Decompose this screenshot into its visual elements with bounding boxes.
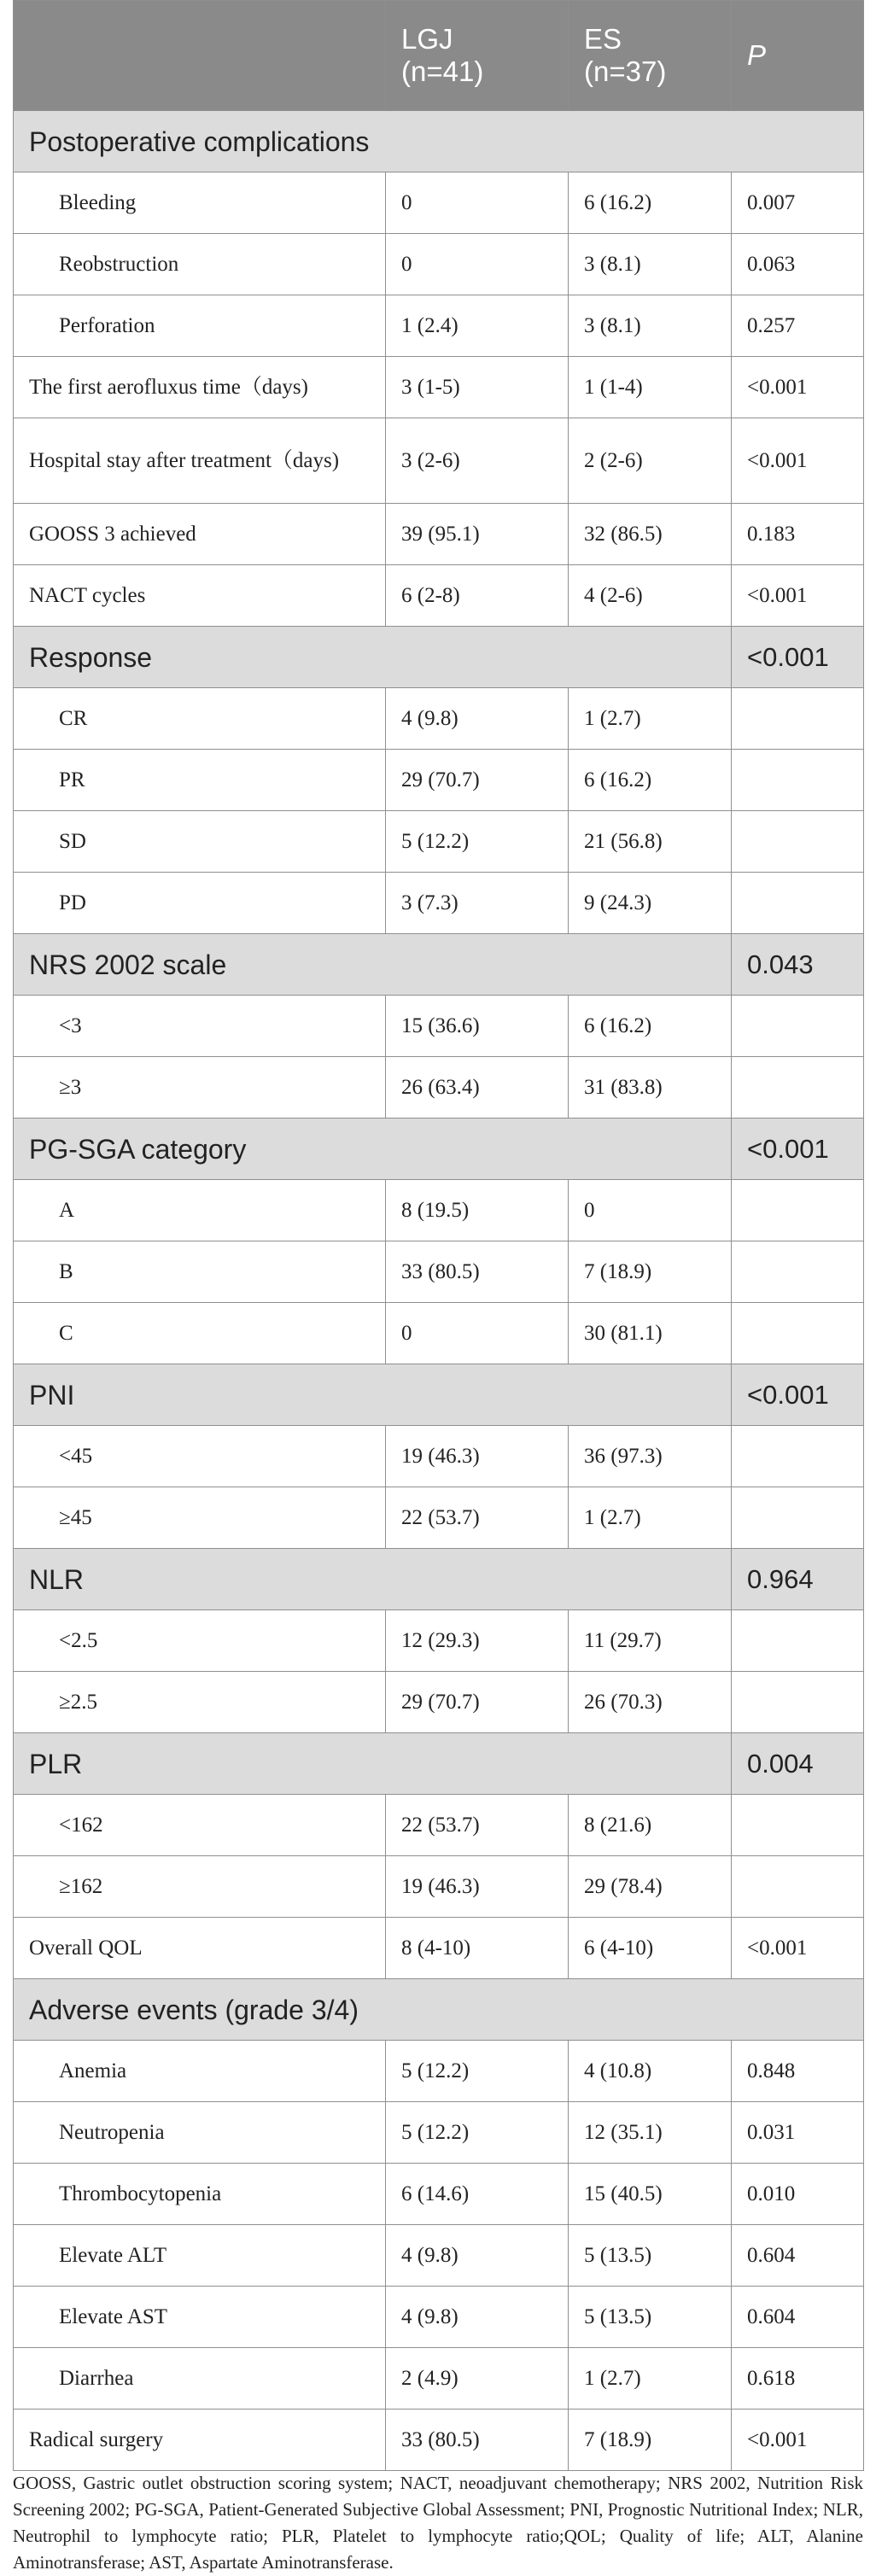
table-row [14,1918,864,1979]
es-value: 3 (8.1) [569,234,732,295]
row-label: NLR [14,1549,732,1610]
p-value [732,688,864,750]
table-row [14,1426,864,1487]
es-value: 21 (56.8) [569,811,732,873]
row-label: PG-SGA category [14,1119,732,1180]
table-row [14,2287,864,2348]
row-label: NRS 2002 scale [14,934,732,996]
table-row [14,418,864,504]
lgj-value: 29 (70.7) [386,1672,569,1733]
lgj-value: 22 (53.7) [386,1795,569,1856]
row-label: <45 [14,1426,386,1487]
lgj-value: 4 (9.8) [386,2287,569,2348]
p-value [732,1856,864,1918]
header-lgj: LGJ (n=41) [386,1,569,111]
es-value: 6 (16.2) [569,172,732,234]
es-value: 2 (2-6) [569,418,732,504]
es-value: 6 (4-10) [569,1918,732,1979]
lgj-value: 6 (2-8) [386,565,569,627]
section-row [14,1979,864,2041]
lgj-value: 22 (53.7) [386,1487,569,1549]
row-label: Hospital stay after treatment（days) [14,418,386,504]
lgj-value: 19 (46.3) [386,1856,569,1918]
table-row [14,750,864,811]
row-label: PD [14,873,386,934]
row-label: Overall QOL [14,1918,386,1979]
p-value: 0.604 [732,2225,864,2287]
row-label: Elevate ALT [14,2225,386,2287]
table-row [14,996,864,1057]
p-value: 0.007 [732,172,864,234]
lgj-value: 12 (29.3) [386,1610,569,1672]
row-label: ≥162 [14,1856,386,1918]
es-value: 7 (18.9) [569,2410,732,2471]
table-container [13,0,863,2471]
lgj-value: 4 (9.8) [386,2225,569,2287]
section-row [14,627,864,688]
es-value: 5 (13.5) [569,2287,732,2348]
es-value: 36 (97.3) [569,1426,732,1487]
p-value [732,1303,864,1364]
lgj-value: 33 (80.5) [386,2410,569,2471]
p-value [732,996,864,1057]
table-row [14,172,864,234]
table-row [14,295,864,357]
p-value [732,1672,864,1733]
es-value: 32 (86.5) [569,504,732,565]
es-value: 11 (29.7) [569,1610,732,1672]
section-row [14,111,864,172]
lgj-value: 5 (12.2) [386,811,569,873]
lgj-value: 3 (2-6) [386,418,569,504]
lgj-value: 4 (9.8) [386,688,569,750]
row-label: Anemia [14,2041,386,2102]
lgj-value: 33 (80.5) [386,1241,569,1303]
row-label: PNI [14,1364,732,1426]
table-row [14,1610,864,1672]
row-label: Radical surgery [14,2410,386,2471]
p-value: 0.183 [732,504,864,565]
lgj-value: 8 (4-10) [386,1918,569,1979]
lgj-value: 2 (4.9) [386,2348,569,2410]
table-header-row [14,1,864,111]
p-value: <0.001 [732,357,864,418]
lgj-value: 0 [386,1303,569,1364]
p-value [732,1426,864,1487]
row-label: PR [14,750,386,811]
row-label: Bleeding [14,172,386,234]
es-value: 7 (18.9) [569,1241,732,1303]
p-value: 0.257 [732,295,864,357]
lgj-value: 5 (12.2) [386,2041,569,2102]
p-value: 0.004 [732,1733,864,1795]
p-value [732,750,864,811]
es-value: 6 (16.2) [569,996,732,1057]
p-value: 0.010 [732,2164,864,2225]
row-label: Diarrhea [14,2348,386,2410]
es-value: 4 (2-6) [569,565,732,627]
p-value: 0.964 [732,1549,864,1610]
p-value: 0.031 [732,2102,864,2164]
es-value: 8 (21.6) [569,1795,732,1856]
p-value: <0.001 [732,418,864,504]
table-row [14,504,864,565]
lgj-value: 0 [386,234,569,295]
section-row [14,1733,864,1795]
table-row [14,1487,864,1549]
lgj-value: 39 (95.1) [386,504,569,565]
row-label: Reobstruction [14,234,386,295]
es-value: 15 (40.5) [569,2164,732,2225]
row-label: <2.5 [14,1610,386,1672]
lgj-value: 26 (63.4) [386,1057,569,1119]
table-row [14,2164,864,2225]
row-label: Elevate AST [14,2287,386,2348]
lgj-value: 5 (12.2) [386,2102,569,2164]
header-p: P [732,1,864,111]
es-value: 29 (78.4) [569,1856,732,1918]
table-row [14,1672,864,1733]
table-row [14,2410,864,2471]
lgj-value: 1 (2.4) [386,295,569,357]
row-label: Neutropenia [14,2102,386,2164]
row-label: PLR [14,1733,732,1795]
table-row [14,357,864,418]
es-value: 3 (8.1) [569,295,732,357]
section-row [14,934,864,996]
row-label: SD [14,811,386,873]
p-value: 0.618 [732,2348,864,2410]
p-value [732,1241,864,1303]
table-row [14,1795,864,1856]
section-row [14,1364,864,1426]
row-label: <3 [14,996,386,1057]
table-footnote: GOOSS, Gastric outlet obstruction scoring system; NACT, neoadjuvant chemotherapy; NRS 2002, Nutrition Risk Screening 2002; PG-SGA, Patient-Generated Subjective Global Assessment; PNI, Prognostic Nutritional Index; NLR, Neutrophil to lymphocyte ratio; PLR, Platelet to lymphocyte ratio;QOL; Quality of life; ALT, Alanine Aminotransferase; AST, Aspartate Aminotransferase. [13,2473,863,2573]
table-row [14,2102,864,2164]
p-value: <0.001 [732,2410,864,2471]
es-value: 9 (24.3) [569,873,732,934]
es-value: 30 (81.1) [569,1303,732,1364]
es-value: 12 (35.1) [569,2102,732,2164]
table-body [14,111,864,2471]
p-value [732,1180,864,1241]
table-row [14,2225,864,2287]
p-value [732,873,864,934]
table-row [14,1241,864,1303]
row-label: Thrombocytopenia [14,2164,386,2225]
table-row [14,1856,864,1918]
p-value: <0.001 [732,627,864,688]
section-row [14,1549,864,1610]
p-value: <0.001 [732,1364,864,1426]
p-value: <0.001 [732,565,864,627]
p-value: <0.001 [732,1119,864,1180]
header-es: ES (n=37) [569,1,732,111]
row-label: Postoperative complications [14,111,864,172]
lgj-value: 19 (46.3) [386,1426,569,1487]
table-row [14,2041,864,2102]
table-row [14,1057,864,1119]
table-row [14,873,864,934]
lgj-value: 15 (36.6) [386,996,569,1057]
es-value: 1 (1-4) [569,357,732,418]
row-label: ≥2.5 [14,1672,386,1733]
row-label: Perforation [14,295,386,357]
lgj-value: 3 (7.3) [386,873,569,934]
lgj-value: 29 (70.7) [386,750,569,811]
results-table [13,0,864,2471]
p-value [732,1487,864,1549]
row-label: A [14,1180,386,1241]
es-value: 4 (10.8) [569,2041,732,2102]
table-row [14,565,864,627]
row-label: The first aerofluxus time（days) [14,357,386,418]
p-value [732,1610,864,1672]
es-value: 6 (16.2) [569,750,732,811]
table-row [14,234,864,295]
row-label: <162 [14,1795,386,1856]
p-value: <0.001 [732,1918,864,1979]
row-label: NACT cycles [14,565,386,627]
p-value: 0.848 [732,2041,864,2102]
lgj-value: 6 (14.6) [386,2164,569,2225]
table-row [14,811,864,873]
row-label: CR [14,688,386,750]
es-value: 0 [569,1180,732,1241]
row-label: Adverse events (grade 3/4) [14,1979,864,2041]
row-label: ≥3 [14,1057,386,1119]
p-value [732,1057,864,1119]
header-empty [14,1,386,111]
lgj-value: 3 (1-5) [386,357,569,418]
p-value: 0.043 [732,934,864,996]
table-row [14,1303,864,1364]
es-value: 31 (83.8) [569,1057,732,1119]
es-value: 1 (2.7) [569,1487,732,1549]
es-value: 1 (2.7) [569,688,732,750]
p-value [732,1795,864,1856]
row-label: GOOSS 3 achieved [14,504,386,565]
es-value: 26 (70.3) [569,1672,732,1733]
p-value [732,811,864,873]
lgj-value: 8 (19.5) [386,1180,569,1241]
table-row [14,688,864,750]
table-row [14,2348,864,2410]
section-row [14,1119,864,1180]
lgj-value: 0 [386,172,569,234]
p-value: 0.063 [732,234,864,295]
row-label: ≥45 [14,1487,386,1549]
es-value: 5 (13.5) [569,2225,732,2287]
table-row [14,1180,864,1241]
row-label: B [14,1241,386,1303]
row-label: C [14,1303,386,1364]
row-label: Response [14,627,732,688]
es-value: 1 (2.7) [569,2348,732,2410]
p-value: 0.604 [732,2287,864,2348]
